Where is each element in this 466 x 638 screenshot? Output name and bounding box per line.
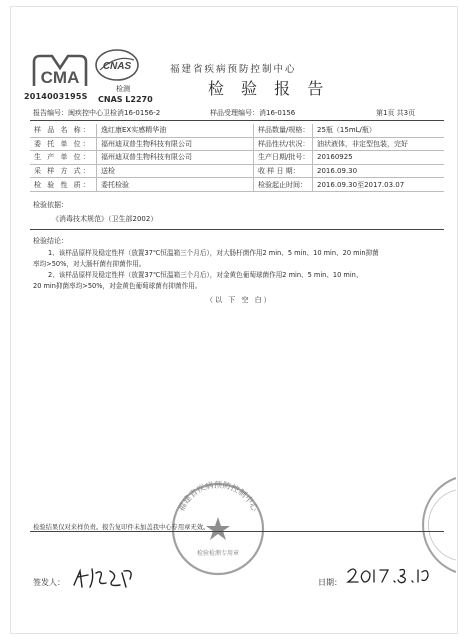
cnas-logo	[94, 48, 140, 82]
field-value: 福州迪双普生物科技有限公司	[97, 137, 254, 151]
field-value: 委托检验	[97, 178, 254, 192]
organization-name: 福建省疾病预防控制中心	[170, 64, 297, 75]
conclusion-item-1-line-2: 率均>50%，对大肠杆菌有抑菌作用。	[33, 260, 146, 268]
report-notice: 检验结果仅对来样负责。报告复印件未加盖我中心专用章无效。	[33, 524, 210, 531]
field-value: 2016.09.30	[313, 164, 445, 178]
field-label: 样 品 名 称：	[30, 124, 97, 137]
field-value: 25瓶（15mL/瓶）	[313, 124, 445, 137]
blank-below-note: （以 下 空 白）	[206, 296, 273, 304]
conclusion-item-1-line-1: 1、该样品原样及稳定性样（放置37℃恒温箱三个月后），对大肠杆菌作用2 min、5 min、10 min、20 min抑菌	[48, 249, 379, 257]
conclusion-item-2-line-2: 20 min抑菌率均>50%，对金黄色葡萄球菌有抑菌作用。	[33, 282, 202, 290]
field-label: 收 样 日 期：	[254, 164, 313, 178]
field-value: 送检	[97, 164, 254, 178]
sample-number-value: 消16-0156	[259, 109, 296, 117]
field-value: 逸红康EX实感精华油	[97, 124, 254, 137]
stamp-text: 福建省疾病预防控制中心	[175, 479, 261, 513]
signer-label: 签发人：	[33, 578, 65, 587]
field-value: 福州迪双普生物科技有限公司	[97, 151, 254, 165]
basis-text: 《消毒技术规范》（卫生部2002）	[52, 215, 158, 223]
field-value: 2016.09.30至2017.03.07	[313, 178, 445, 192]
header-rule	[30, 120, 444, 121]
report-number	[33, 108, 160, 118]
handwritten-signature	[70, 565, 140, 591]
report-number-value: 闽疾控中心卫检消16-0156-2	[68, 109, 161, 117]
basis-label: 检验依据：	[33, 201, 68, 209]
table-row	[30, 124, 444, 137]
field-label: 样品数量/规格：	[254, 124, 313, 137]
stamp-sub-text: 检验检测专用章	[196, 550, 240, 557]
cnas-text: CNAS	[102, 61, 132, 72]
sample-number-label: 样品受理编号：	[210, 109, 259, 117]
cnas-accreditation-code: CNAS L2270	[98, 95, 153, 104]
handwritten-date	[344, 562, 430, 590]
field-label: 生 产 单 位：	[30, 151, 97, 165]
cnas-caption: 检测	[116, 85, 130, 93]
report-number-label: 报告编号：	[33, 109, 68, 117]
report-title: 检 验 报 告	[208, 79, 330, 98]
table-row	[30, 178, 444, 192]
table-row	[30, 137, 444, 151]
field-value: 油状液体，非定型包装，完好	[313, 137, 445, 151]
cma-logo	[30, 52, 90, 90]
cma-certificate-code: 2014003195S	[24, 92, 88, 101]
field-label: 委 托 单 位：	[30, 137, 97, 151]
conclusion-label: 检验结论：	[33, 237, 68, 245]
field-value: 20160925	[313, 151, 445, 165]
field-label: 检验起止时间：	[254, 178, 313, 192]
date-label: 日期：	[318, 578, 342, 587]
table-row	[30, 151, 444, 165]
field-label: 采 样 方 式：	[30, 164, 97, 178]
field-label: 样品性状/状况：	[254, 137, 313, 151]
footer-rule	[30, 531, 444, 532]
section-rule	[30, 229, 444, 230]
sample-info-table	[30, 124, 444, 192]
field-label: 检 验 性 质：	[30, 178, 97, 192]
page-info: 第1页 共3页	[376, 109, 416, 117]
conclusion-item-2-line-1: 2、该样品原样及稳定性样（放置37℃恒温箱三个月后），对金黄色葡萄球菌作用2 min、5 min、10 min、	[48, 271, 363, 279]
table-row	[30, 164, 444, 178]
cma-text: CMA	[40, 68, 80, 87]
sample-number	[210, 108, 295, 118]
field-label: 生产日期/批号：	[254, 151, 313, 165]
